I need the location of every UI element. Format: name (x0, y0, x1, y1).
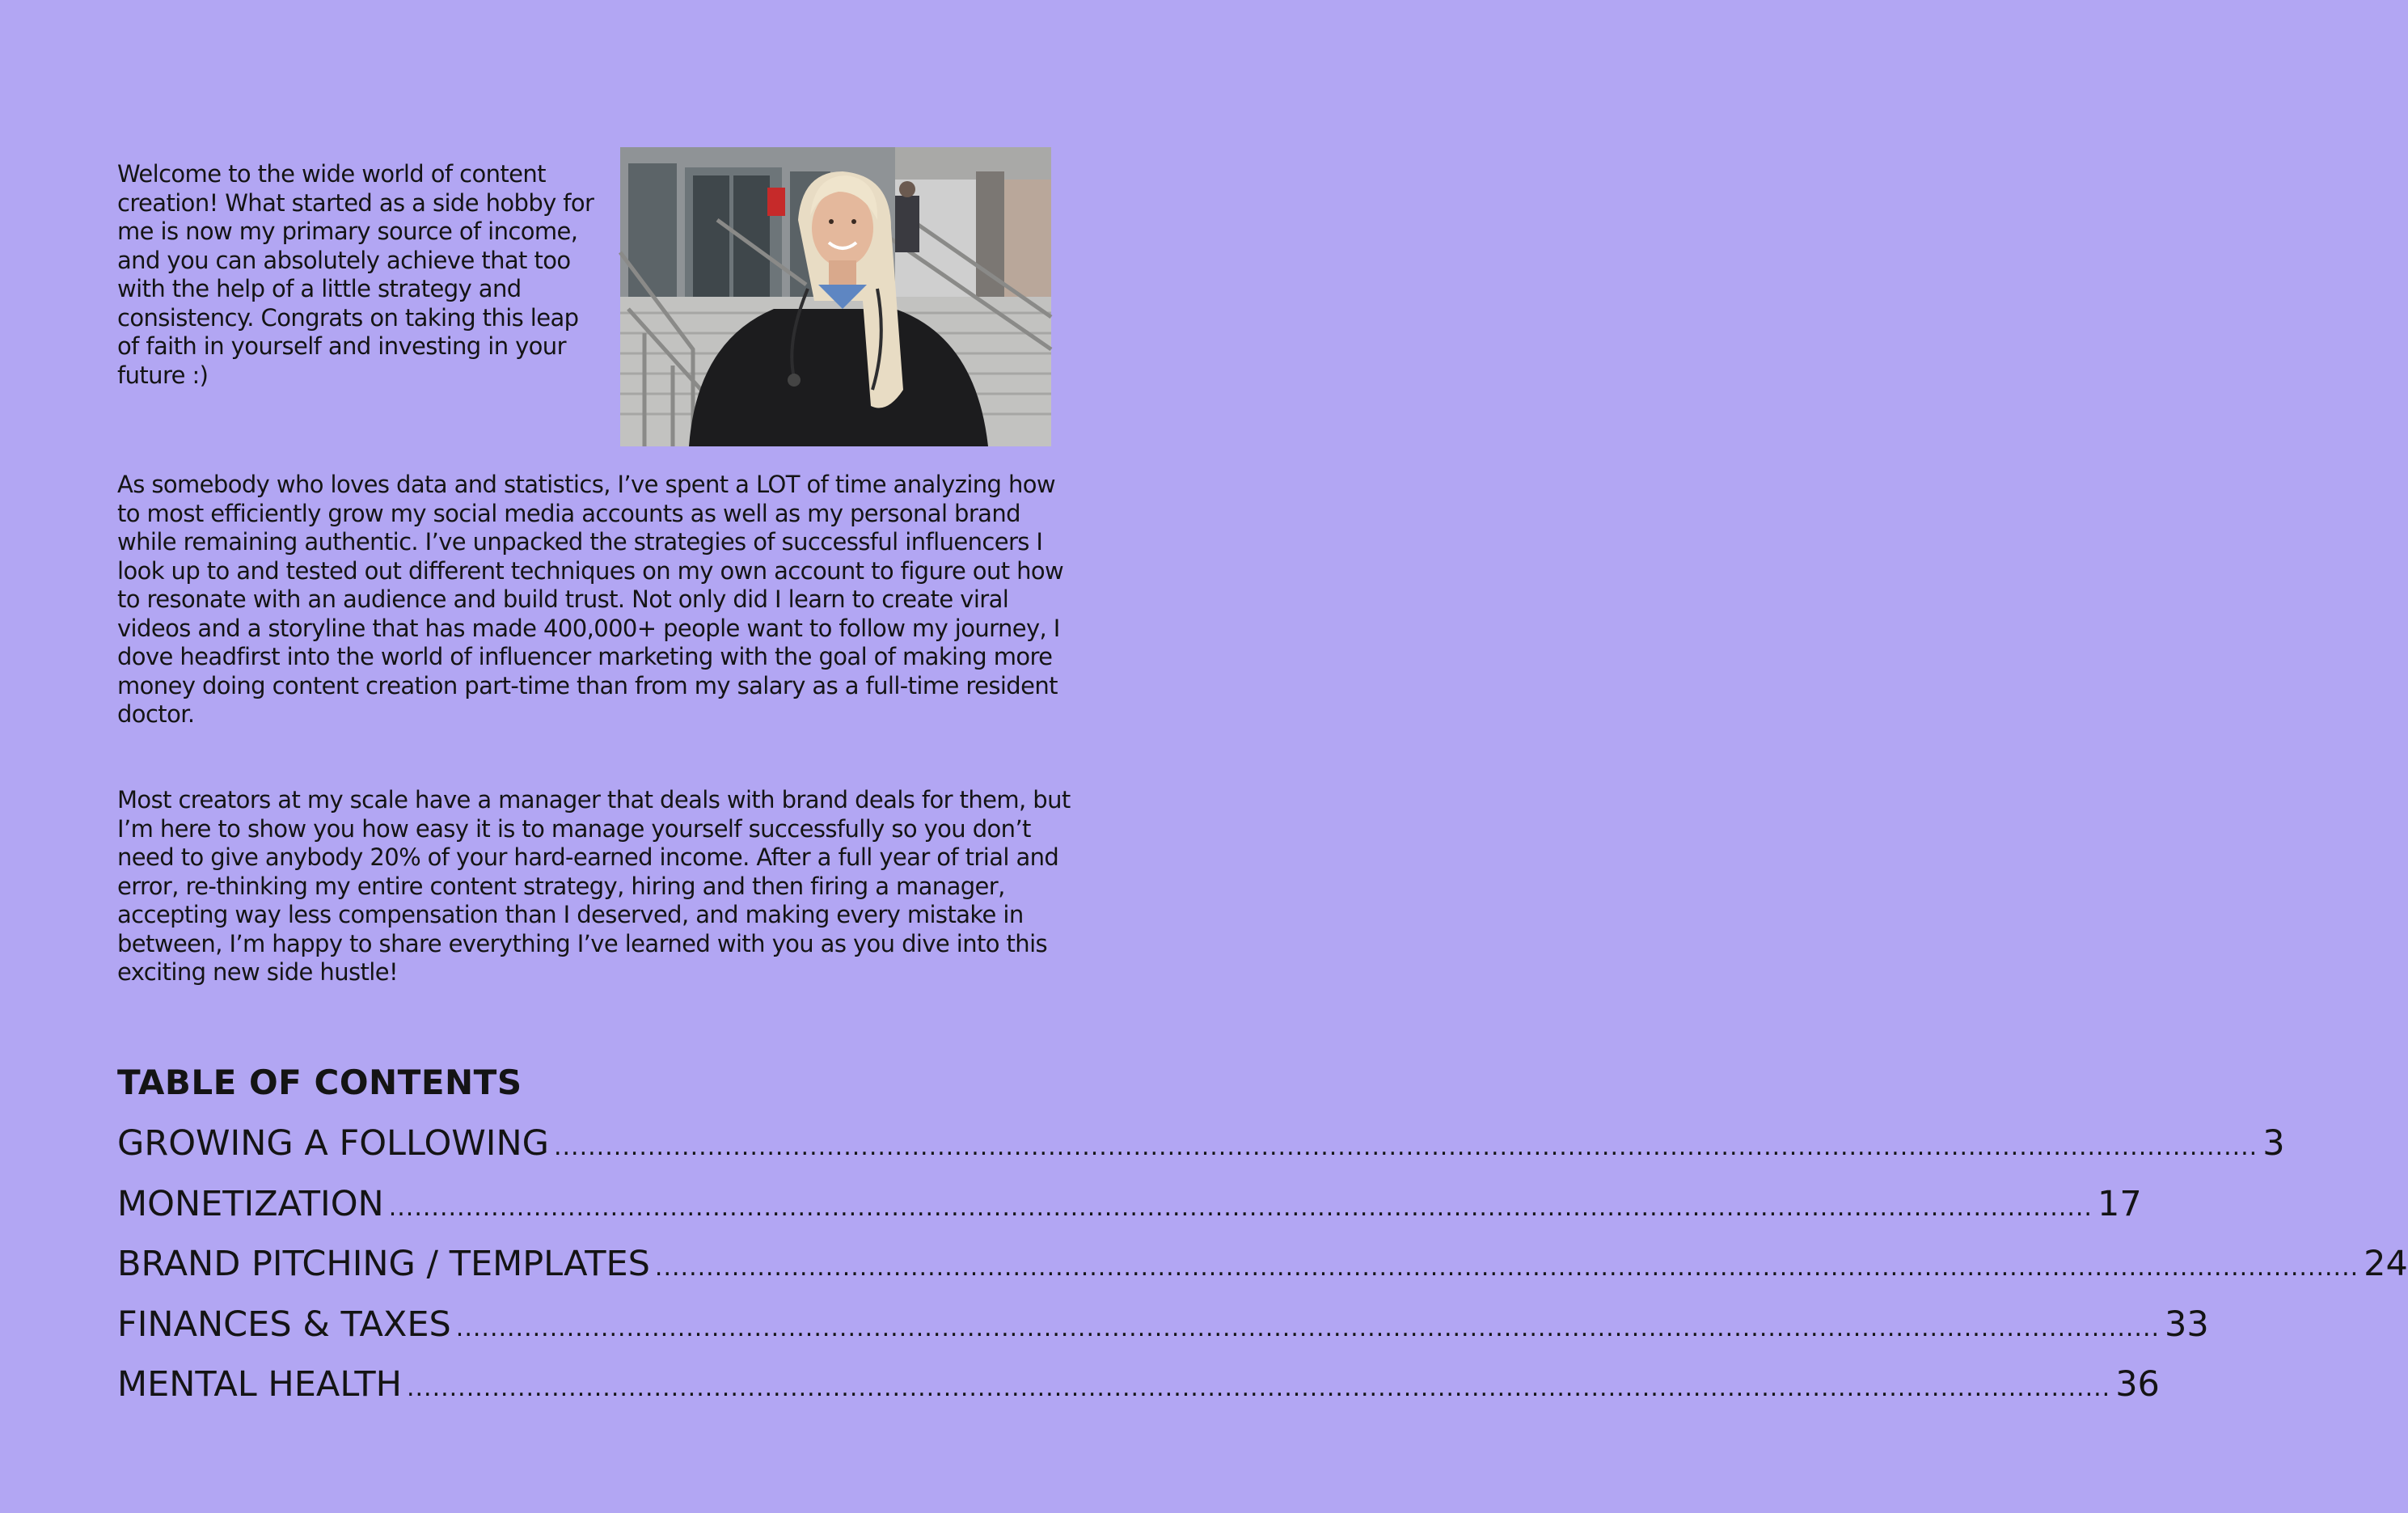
toc-leader-dots: ........................................................................................................................................................................................................ (654, 1253, 2359, 1282)
toc-entry-title: MONETIZATION (117, 1183, 384, 1224)
toc-entry-page: 3 (2262, 1123, 2285, 1164)
toc-entry-title: MENTAL HEALTH (117, 1364, 402, 1405)
toc-entry-page: 33 (2165, 1304, 2209, 1345)
body-paragraph-2: Most creators at my scale have a manager that deals with brand deals for them, but I’m here to show you how easy it is to manage yourself successfully so you don’t need to give anybody 20% of your hard-earned income. After a full year of trial and error, re-thinking my entire content strategy, hiring and then firing a manager, accepting way less compensation than I deserved, and making every mistake in between, I’m happy to share everything I’ve learned with you as you dive into this exciting new side hustle! (117, 786, 1071, 986)
toc-entry-growing-a-following[interactable] (117, 1119, 2285, 1180)
author-photo (620, 147, 1051, 446)
toc-leader-dots: ........................................................................................................................................................................................................ (553, 1133, 2258, 1161)
toc-entry-monetization[interactable] (117, 1180, 2142, 1240)
toc-heading: TABLE OF CONTENTS (117, 1063, 522, 1102)
table-of-contents (117, 1119, 2408, 1421)
toc-entry-title: BRAND PITCHING / TEMPLATES (117, 1244, 650, 1284)
toc-leader-dots: ........................................................................................................................................................................................................ (388, 1193, 2093, 1222)
toc-entry-page: 24 (2364, 1244, 2408, 1284)
toc-entry-mental-health[interactable] (117, 1360, 2160, 1421)
toc-entry-title: FINANCES & TAXES (117, 1304, 451, 1345)
toc-leader-dots: ........................................................................................................................................................................................................ (406, 1374, 2111, 1402)
toc-leader-dots: ........................................................................................................................................................................................................ (455, 1313, 2161, 1342)
toc-entry-finances-taxes[interactable] (117, 1300, 2209, 1361)
intro-text: Welcome to the wide world of content creation! What started as a side hobby for me is now my primary source of income, and you can absolutely achieve that too with the help of a little strategy and consistency. Congrats on taking this leap of faith in yourself and investing in your future :) (117, 160, 594, 389)
toc-entry-page: 17 (2097, 1183, 2142, 1224)
toc-entry-title: GROWING A FOLLOWING (117, 1123, 549, 1164)
toc-entry-page: 36 (2115, 1364, 2160, 1405)
body-paragraph-1: As somebody who loves data and statistics, I’ve spent a LOT of time analyzing how to most efficiently grow my social media accounts as well as my personal brand while remaining authentic. I’ve unpacked the strategies of successful influencers I look up to and tested out different techniques on my own account to figure out how to resonate with an audience and build trust. Not only did I learn to create viral videos and a storyline that has made 400,000+ people want to follow my journey, I dove headfirst into the world of influencer marketing with the goal of making more money doing content creation part-time than from my salary as a full-time resident doctor. (117, 471, 1064, 728)
toc-entry-brand-pitching[interactable] (117, 1240, 2408, 1300)
